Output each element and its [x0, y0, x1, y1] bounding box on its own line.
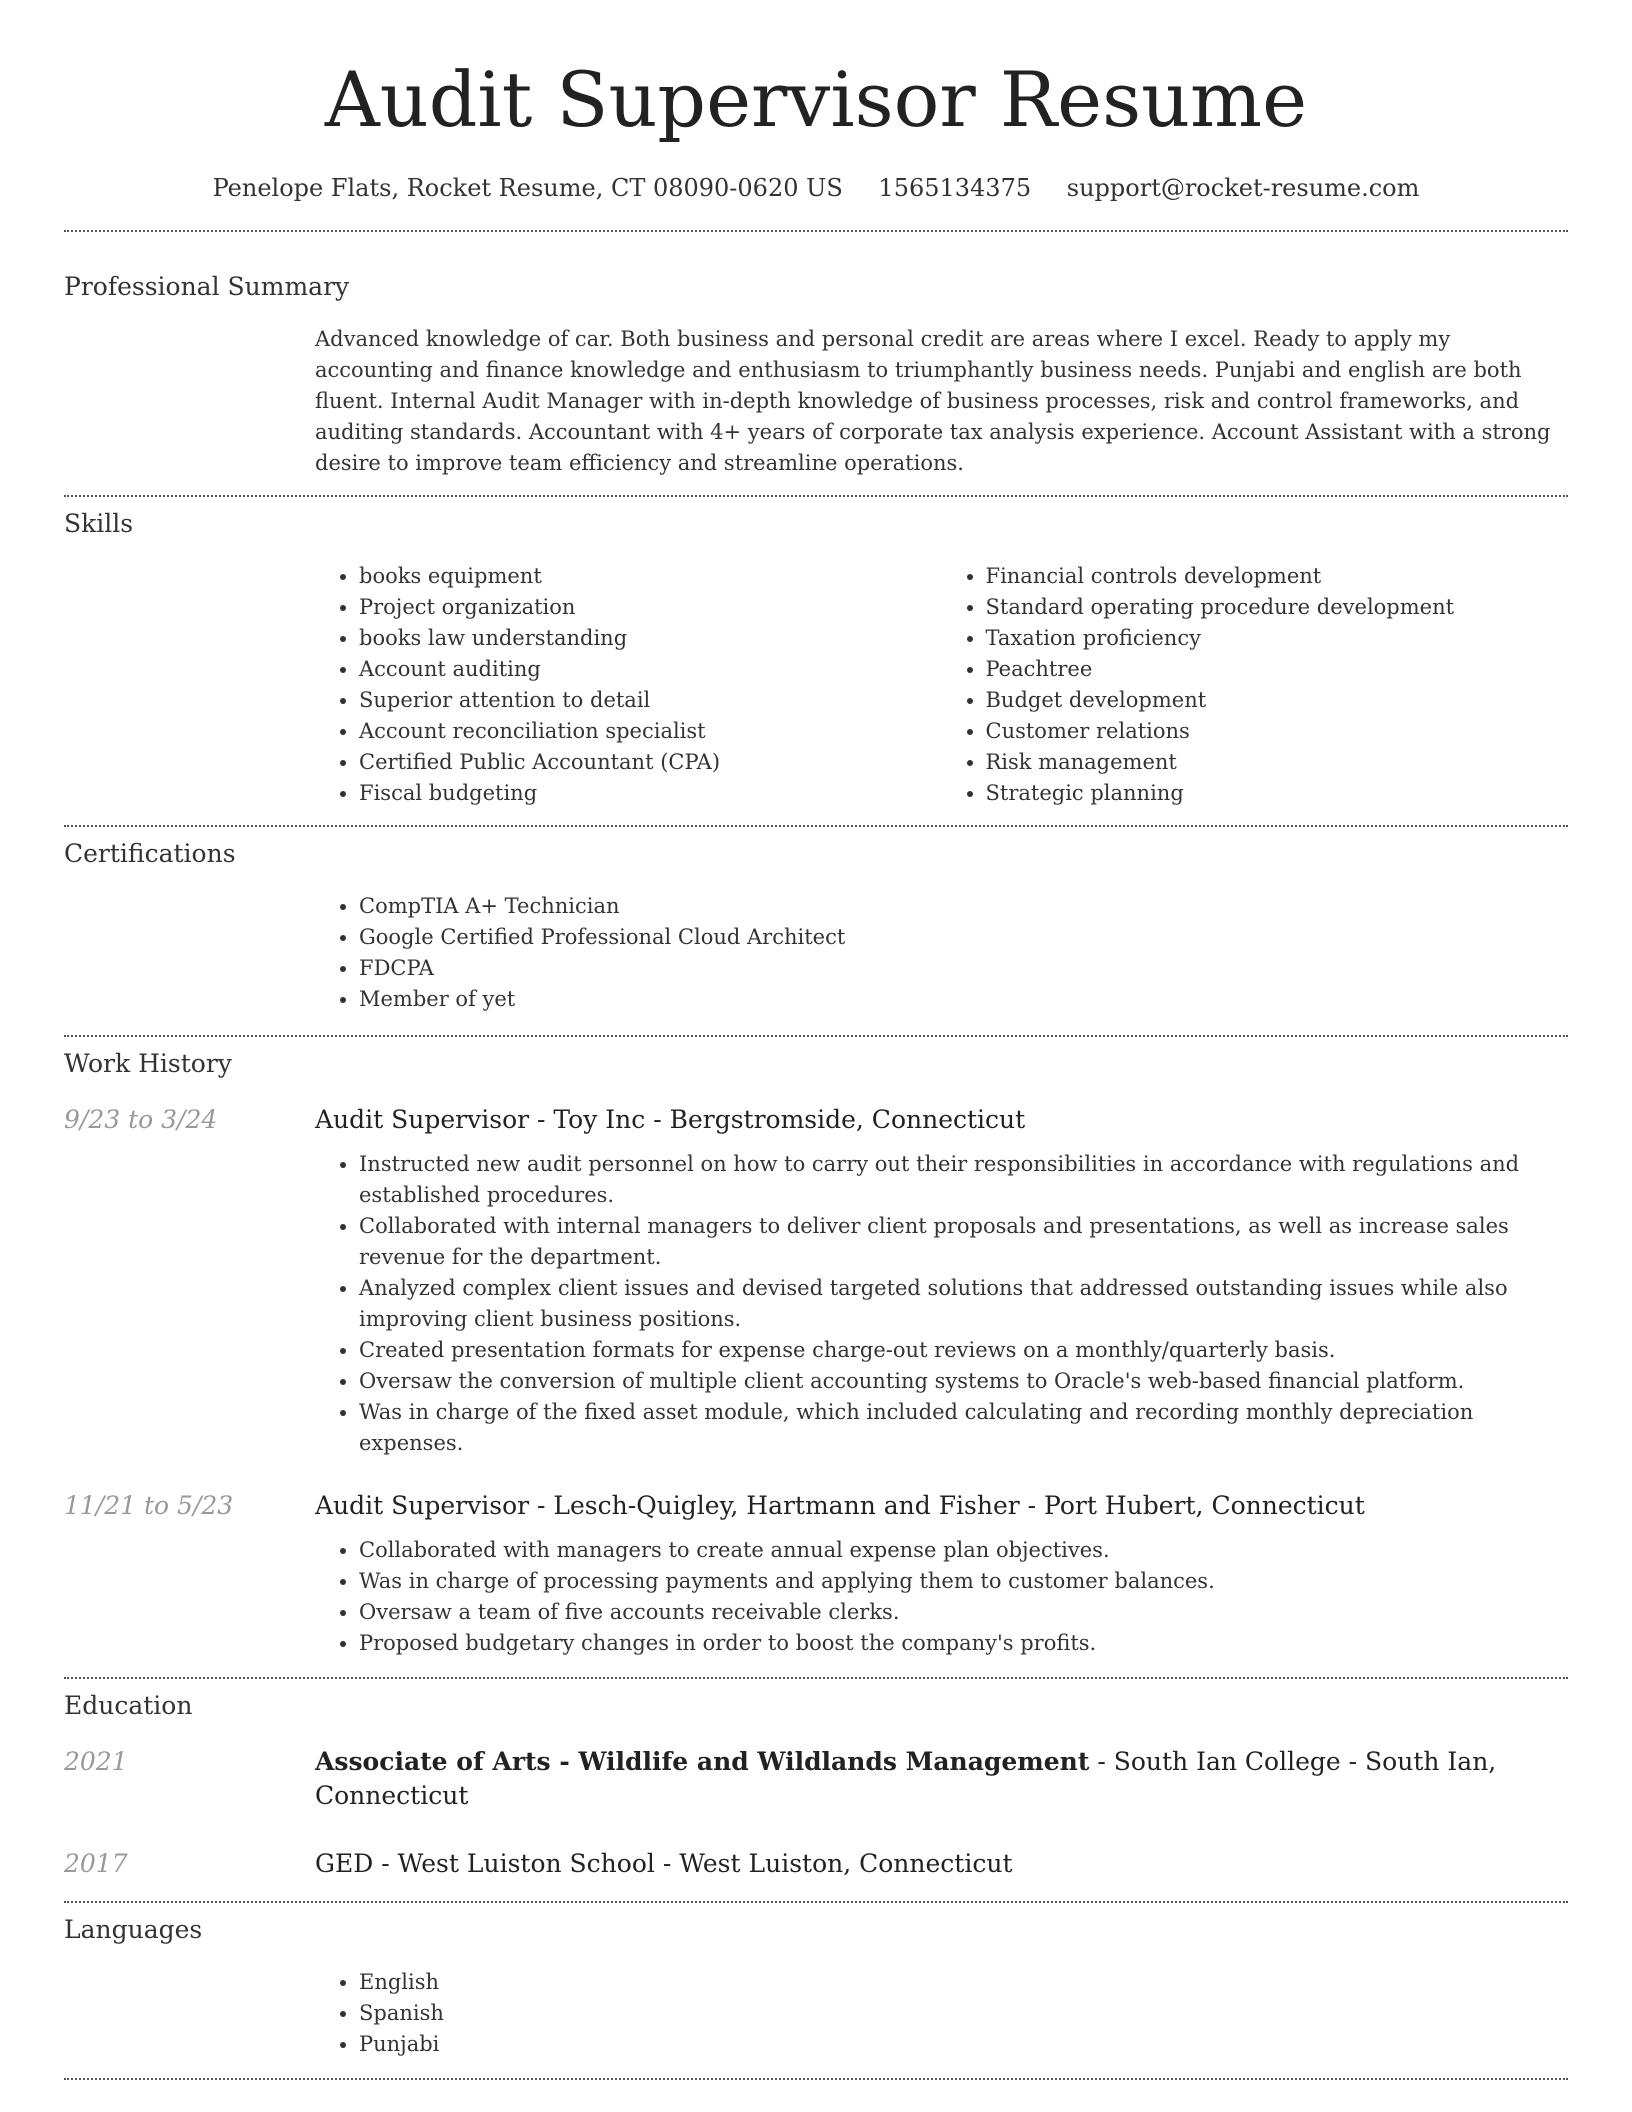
list-item: • FDCPA	[359, 953, 1568, 984]
work-history-section	[64, 1037, 1568, 1659]
list-item: • Taxation proficiency	[986, 623, 1569, 654]
skills-list	[315, 561, 1568, 809]
education-year: 2021	[64, 1747, 128, 1776]
list-item: • Spanish	[359, 1998, 1568, 2029]
school-name: - South Ian College - South Ian, Connecticut	[315, 1747, 1497, 1810]
education-entry	[64, 1847, 1568, 1881]
certifications-body	[315, 891, 1568, 1015]
list-item: • Fiscal budgeting	[359, 778, 942, 809]
list-item: • Financial controls development	[986, 561, 1569, 592]
contact-phone: 1565134375	[878, 174, 1032, 202]
list-item: • Budget development	[986, 685, 1569, 716]
job-title: Audit Supervisor - Lesch-Quigley, Hartmann and Fisher - Port Hubert, Connecticut	[315, 1491, 1365, 1520]
list-item: • Member of yet	[359, 984, 1568, 1015]
certifications-heading: Certifications	[64, 839, 236, 868]
list-item: • Project organization	[359, 592, 942, 623]
page-title: Audit Supervisor Resume	[324, 55, 1308, 144]
list-item: • Superior attention to detail	[359, 685, 942, 716]
list-item: • Proposed budgetary changes in order to boost the company's profits.	[359, 1628, 1568, 1659]
school-name: GED - West Luiston School - West Luiston, Connecticut	[315, 1849, 1013, 1878]
list-item: • Account auditing	[359, 654, 942, 685]
job-title: Audit Supervisor - Toy Inc - Bergstromside, Connecticut	[315, 1105, 1026, 1134]
job-dates: 11/21 to 5/23	[64, 1491, 234, 1520]
list-item: • Oversaw a team of five accounts receivable clerks.	[359, 1597, 1568, 1628]
education-details	[315, 1847, 1568, 1881]
list-item: • Google Certified Professional Cloud Architect	[359, 922, 1568, 953]
job-entry	[64, 1489, 1568, 1659]
contact-line	[64, 172, 1568, 204]
education-title	[315, 1745, 1568, 1813]
education-year: 2017	[64, 1849, 128, 1878]
list-item: • Was in charge of processing payments and applying them to customer balances.	[359, 1566, 1568, 1597]
skills-right-column	[942, 561, 1569, 809]
job-dates: 9/23 to 3/24	[64, 1105, 218, 1134]
languages-list	[315, 1967, 1568, 2060]
list-item: • books equipment	[359, 561, 942, 592]
resume-header	[64, 0, 1568, 204]
job-bullets	[315, 1149, 1568, 1459]
list-item: • books law understanding	[359, 623, 942, 654]
languages-body	[315, 1967, 1568, 2060]
education-entry	[64, 1745, 1568, 1813]
certifications-section	[64, 827, 1568, 1015]
job-details	[315, 1489, 1568, 1659]
list-item: • Risk management	[986, 747, 1569, 778]
list-item: • Collaborated with managers to create annual expense plan objectives.	[359, 1535, 1568, 1566]
list-item: • Collaborated with internal managers to deliver client proposals and presentations, as well as increase sales revenue for the department.	[359, 1211, 1568, 1273]
education-title	[315, 1847, 1568, 1881]
list-item: • Oversaw the conversion of multiple client accounting systems to Oracle's web-based financial platform.	[359, 1366, 1568, 1397]
skills-section	[64, 497, 1568, 809]
section-divider	[64, 2078, 1568, 2080]
contact-email[interactable]: support@rocket-resume.com	[1066, 174, 1420, 202]
list-item: • Instructed new audit personnel on how to carry out their responsibilities in accordance with regulations and established procedures.	[359, 1149, 1568, 1211]
list-item: • Standard operating procedure development	[986, 592, 1569, 623]
job-entry	[64, 1103, 1568, 1459]
list-item: • English	[359, 1967, 1568, 1998]
list-item: • Account reconciliation specialist	[359, 716, 942, 747]
list-item: • Customer relations	[986, 716, 1569, 747]
skills-left-column	[315, 561, 942, 809]
list-item: • Certified Public Accountant (CPA)	[359, 747, 942, 778]
list-item: • Punjabi	[359, 2029, 1568, 2060]
summary-heading: Professional Summary	[64, 272, 350, 301]
list-item: • Analyzed complex client issues and devised targeted solutions that addressed outstanding issues while also improving client business positions.	[359, 1273, 1568, 1335]
list-item: • Peachtree	[986, 654, 1569, 685]
education-heading: Education	[64, 1691, 193, 1720]
skills-heading: Skills	[64, 509, 134, 538]
summary-section	[64, 232, 1568, 479]
list-item: • CompTIA A+ Technician	[359, 891, 1568, 922]
languages-heading: Languages	[64, 1915, 203, 1944]
job-details	[315, 1103, 1568, 1459]
languages-section	[64, 1903, 1568, 2060]
summary-body	[315, 324, 1568, 479]
summary-text: Advanced knowledge of car. Both business and personal credit are areas where I excel. Ready to apply my accounting and finance knowledge and enthusiasm to triumphantly business needs. Punjabi and english are both fluent. Internal Audit Manager with in-depth knowledge of business processes, risk and control frameworks, and auditing standards. Accountant with 4+ years of corporate tax analysis experience. Account Assistant with a strong desire to improve team efficiency and streamline operations.	[315, 327, 1551, 475]
list-item: • Created presentation formats for expense charge-out reviews on a monthly/quarterly basis.	[359, 1335, 1568, 1366]
list-item: • Was in charge of the fixed asset module, which included calculating and recording monthly depreciation expenses.	[359, 1397, 1568, 1459]
work-history-heading: Work History	[64, 1049, 232, 1078]
education-section	[64, 1679, 1568, 1881]
education-details	[315, 1745, 1568, 1813]
list-item: • Strategic planning	[986, 778, 1569, 809]
job-bullets	[315, 1535, 1568, 1659]
contact-address: Penelope Flats, Rocket Resume, CT 08090-0620 US	[212, 174, 843, 202]
certifications-list	[315, 891, 1568, 1015]
degree-name: Associate of Arts - Wildlife and Wildlands Management	[315, 1747, 1090, 1776]
